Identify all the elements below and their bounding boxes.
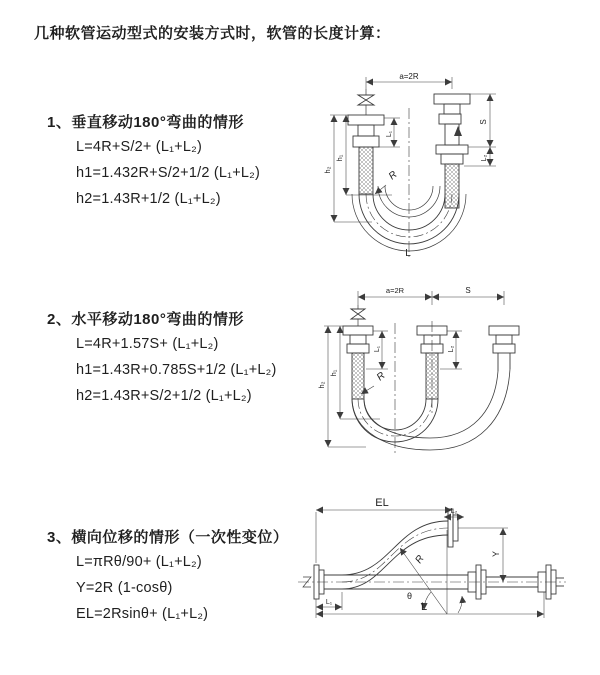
section-horizontal-180-bend [47,308,277,405]
page-title: 几种软管运动型式的安装方式时，软管的长度计算： [34,25,391,42]
dim-label-h1: h₁ [329,369,338,377]
dim-label-l2: L₂ [448,345,455,353]
section-2-heading: 2、水平移动180°弯曲的情形 [47,311,244,328]
formula-h1: h1=1.43R+0.785S+1/2 (L₁+L₂) [76,362,277,378]
diagram-vertical-180-bend [312,68,590,263]
dim-label-l: L [420,601,428,613]
radius-label: R [413,553,427,566]
length-label: L [405,248,411,259]
section-lateral-displacement [47,526,288,623]
dim-label-s: S [479,119,488,125]
section-1-heading: 1、垂直移动180°弯曲的情形 [47,114,244,131]
braided-hose [352,353,364,399]
formula-L: L=πRθ/90+ (L₁+L₂) [76,554,202,570]
dim-label-h1: h₁ [335,154,344,162]
diagram-lateral-displacement [296,496,596,664]
section-vertical-180-bend [47,111,260,208]
dimension-lines [316,510,544,618]
braided-hose [359,147,373,194]
dim-label-el: EL [375,497,389,509]
formula-h1: h1=1.432R+S/2+1/2 (L₁+L₂) [76,165,261,181]
left-pipe-assembly [348,115,384,194]
radius-label: R [386,169,400,183]
formula-h2: h2=1.43R+S/2+1/2 (L₁+L₂) [76,388,252,404]
dim-label-y: Y [491,550,501,558]
radius-label: R [374,370,388,384]
diagram-horizontal-180-bend [308,281,592,459]
dimension-lines [330,77,496,222]
dim-label-h2: h₂ [317,381,326,389]
movement-arrow-icon [454,126,462,136]
dim-label-l2: L₂ [481,154,488,162]
dim-label-a2r: a=2R [385,286,405,295]
valve-icon [358,89,374,115]
left-pipe-assembly [343,326,373,399]
radius-leader [375,185,386,194]
dim-label-l2: L₂ [450,508,458,515]
dim-label-a2r: a=2R [399,72,419,81]
formula-EL: EL=2Rsinθ+ (L₁+L₂) [76,606,209,622]
dim-label-s: S [465,286,471,295]
formula-Y: Y=2R (1-cosθ) [76,580,173,596]
hose-displaced-position [342,521,448,589]
dim-label-l1: L₁ [374,345,381,353]
braided-hose [445,164,459,208]
formula-L: L=4R+1.57S+ (L₁+L₂) [76,336,219,352]
valve-icon [351,305,365,326]
right-pipe-assembly [489,326,519,371]
dim-label-l1: L₁ [325,599,333,606]
braided-hose [426,353,438,399]
dim-label-l1: L₁ [386,130,393,138]
dim-label-h2: h₂ [323,166,332,174]
formula-L: L=4R+S/2+ (L₁+L₂) [76,139,202,155]
formula-h2: h2=1.43R+1/2 (L₁+L₂) [76,191,221,207]
angle-label: θ [407,591,413,601]
section-3-heading: 3、横向位移的情形（一次性变位） [47,529,289,546]
